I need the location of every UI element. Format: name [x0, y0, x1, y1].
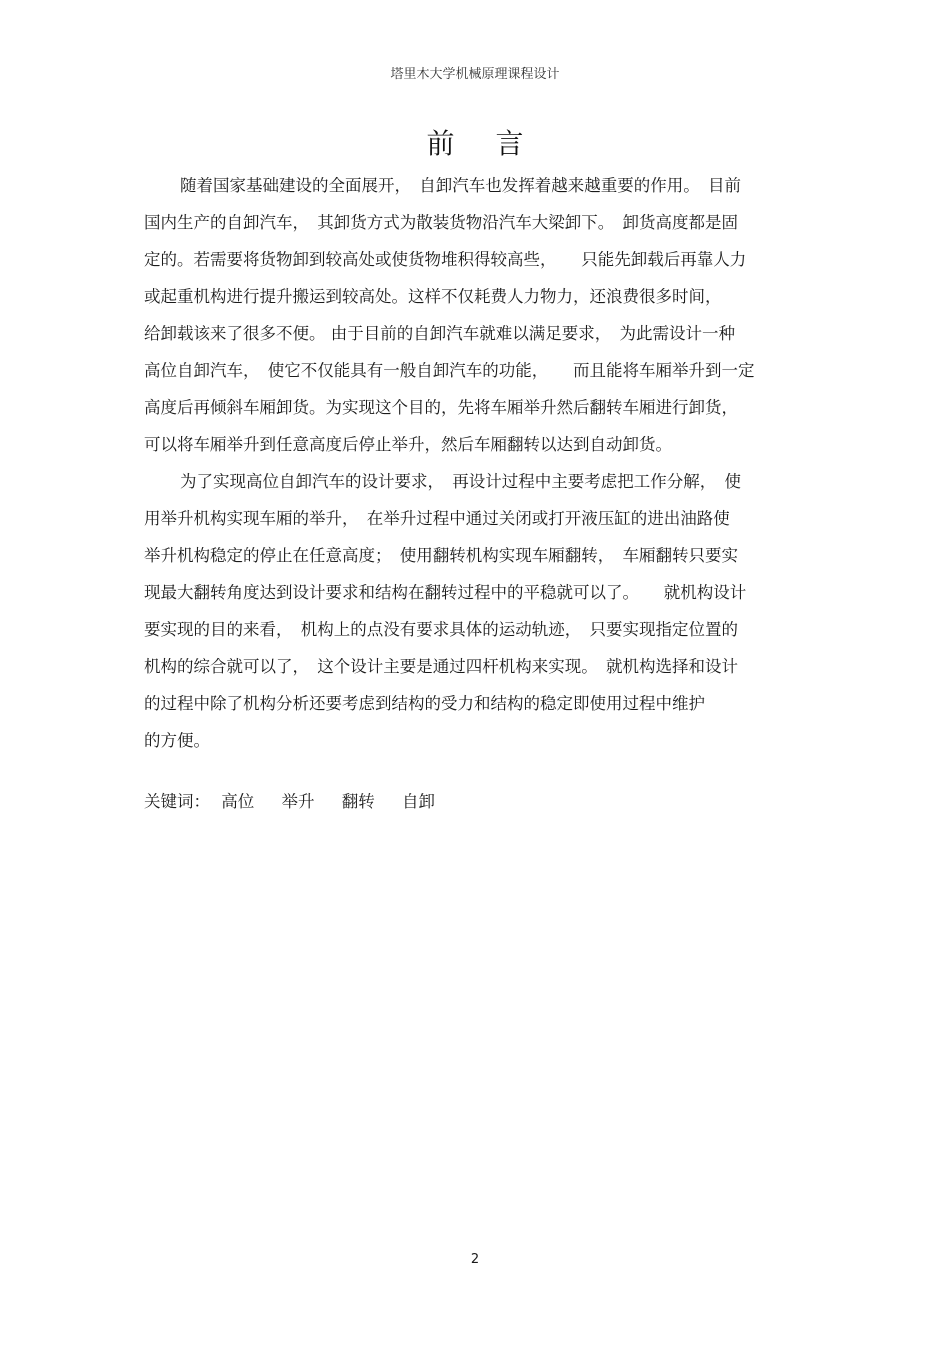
paragraph-line: 的方便。	[144, 731, 210, 750]
paragraph-line: 用举升机构实现车厢的举升， 在举升过程中通过关闭或打开液压缸的进出油路使	[144, 509, 730, 528]
paragraph-line: 机构的综合就可以了， 这个设计主要是通过四杆机构来实现。 就机构选择和设计	[144, 657, 738, 676]
paragraph-2	[144, 463, 814, 759]
paragraph-1	[144, 167, 814, 463]
paragraph-line: 高位自卸汽车， 使它不仅能具有一般自卸汽车的功能， 而且能将车厢举升到一定	[144, 361, 755, 380]
preface-body	[144, 167, 814, 759]
page-number: 2	[470, 1252, 480, 1267]
paragraph-line: 要实现的目的来看， 机构上的点没有要求具体的运动轨迹， 只要实现指定位置的	[144, 620, 738, 639]
keyword: 高位	[221, 792, 255, 811]
keyword: 自卸	[402, 792, 435, 811]
paragraph-line: 举升机构稳定的停止在任意高度； 使用翻转机构实现车厢翻转， 车厢翻转只要实	[144, 546, 738, 565]
paragraph-line: 可以将车厢举升到任意高度后停止举升，然后车厢翻转以达到自动卸货。	[144, 435, 672, 454]
paragraph-line: 高度后再倾斜车厢卸货。为实现这个目的，先将车厢举升然后翻转车厢进行卸货，	[144, 398, 738, 417]
running-header: 塔里木大学机械原理课程设计	[390, 67, 560, 82]
keywords-line	[144, 787, 457, 817]
paragraph-line: 随着国家基础建设的全面展开， 自卸汽车也发挥着越来越重要的作用。 目前	[180, 176, 741, 195]
keywords-label: 关键词：	[144, 792, 210, 811]
keyword: 翻转	[341, 792, 375, 811]
paragraph-line: 给卸载该来了很多不便。 由于目前的自卸汽车就难以满足要求， 为此需设计一种	[144, 324, 735, 343]
paragraph-line: 为了实现高位自卸汽车的设计要求， 再设计过程中主要考虑把工作分解， 使	[180, 472, 741, 491]
paragraph-line: 国内生产的自卸汽车， 其卸货方式为散装货物沿汽车大梁卸下。 卸货高度都是固	[144, 213, 738, 232]
page-title: 前 言	[426, 127, 540, 160]
paragraph-line: 或起重机构进行提升搬运到较高处。这样不仅耗费人力物力，还浪费很多时间，	[144, 287, 722, 306]
paragraph-line: 现最大翻转角度达到设计要求和结构在翻转过程中的平稳就可以了。 就机构设计	[144, 583, 747, 602]
paragraph-line: 的过程中除了机构分析还要考虑到结构的受力和结构的稳定即使用过程中维护	[144, 694, 705, 713]
keyword: 举升	[281, 792, 315, 811]
paragraph-line: 定的。若需要将货物卸到较高处或使货物堆积得较高些， 只能先卸载后再靠人力	[144, 250, 747, 269]
